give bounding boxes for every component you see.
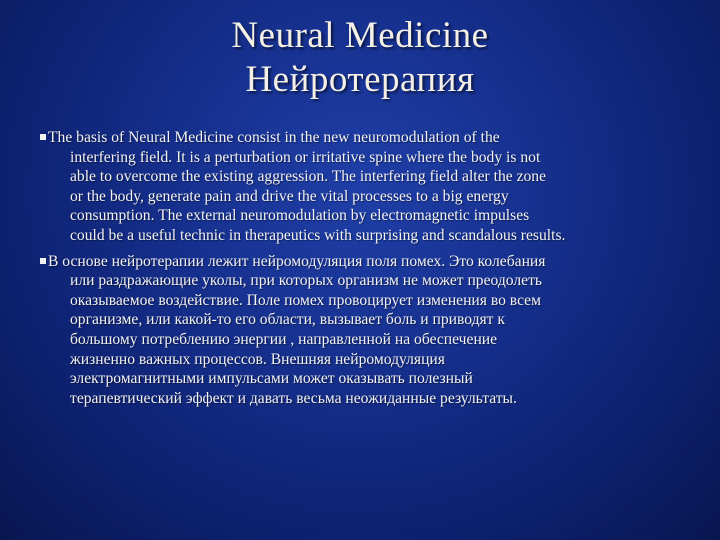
text-line: The basis of Neural Medicine consist in the new neuromodulation of the: [40, 128, 690, 148]
slide-title: [150, 14, 570, 102]
text-line: оказываемое воздействие. Поле помех провоцирует изменения во всем: [70, 291, 541, 309]
text-line: большому потреблению энергии , направленной на обеспечение: [70, 330, 498, 348]
text-line: could be a useful technic in therapeutics with surprising and scandalous results.: [70, 226, 566, 244]
text-line: организме, или какой-то его области, вызывает боль и приводят к: [70, 311, 505, 329]
title-english: Neural Medicine: [231, 15, 489, 56]
paragraph-english: [40, 128, 690, 246]
text-line: interfering field. It is a perturbation or irritative spine where the body is not: [70, 148, 541, 166]
text-line: жизненно важных процессов. Внешняя нейромодуляция: [70, 350, 445, 368]
text-line: В основе нейротерапии лежит нейромодуляция поля помех. Это колебания: [40, 252, 690, 272]
square-bullet-icon: [40, 134, 46, 140]
paragraph-russian: [40, 252, 690, 409]
text-line: able to overcome the existing aggression. The interfering field alter the zone: [70, 168, 547, 186]
text-line: электромагнитными импульсами может оказывать полезный: [70, 370, 473, 388]
square-bullet-icon: [40, 258, 46, 264]
text-line: терапевтический эффект и давать весьма неожиданные результаты.: [70, 389, 517, 407]
text-line: or the body, generate pain and drive the vital processes to a big energy: [70, 187, 509, 205]
title-russian: Нейротерапия: [245, 59, 475, 100]
slide-body: [40, 128, 690, 414]
text-line: consumption. The external neuromodulation by electromagnetic impulses: [70, 207, 530, 225]
text-line: или раздражающие уколы, при которых организм не может преодолеть: [70, 272, 543, 290]
